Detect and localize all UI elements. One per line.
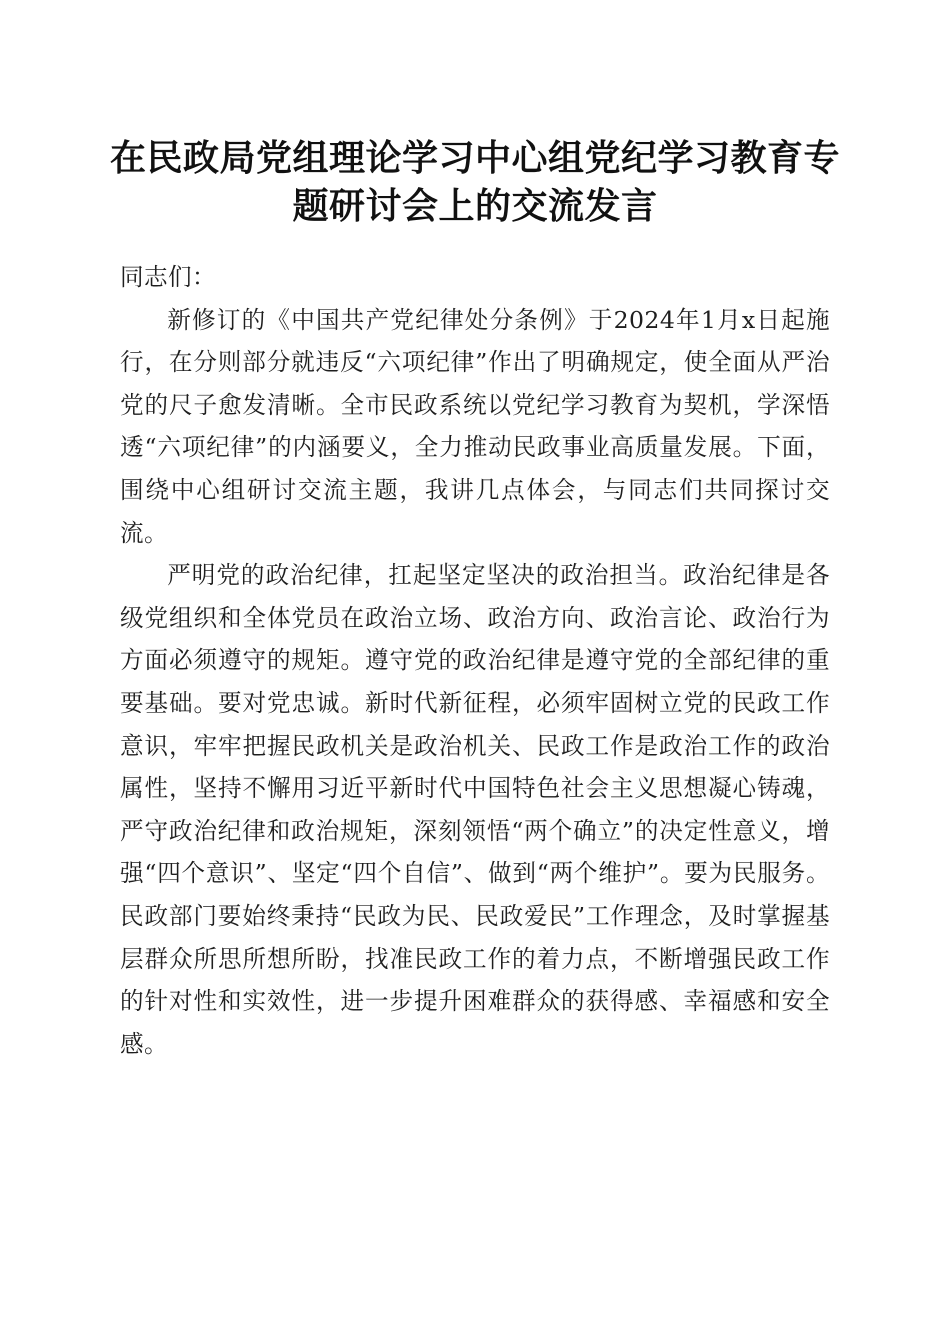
document-body: [120, 256, 830, 1065]
paragraph-political-discipline: 严明党的政治纪律，扛起坚定坚决的政治担当。政治纪律是各级党组织和全体党员在政治立场、政治方向、政治言论、政治行为方面必须遵守的规矩。遵守党的政治纪律是遵守党的全部纪律的重要基础。要对党忠诚。新时代新征程，必须牢固树立党的民政工作意识，牢牢把握民政机关是政治机关、民政工作是政治工作的政治属性，坚持不懈用习近平新时代中国特色社会主义思想凝心铸魂，严守政治纪律和政治规矩，深刻领悟“两个确立”的决定性意义，增强“四个意识”、坚定“四个自信”、做到“两个维护”。要为民服务。民政部门要始终秉持“民政为民、民政爱民”工作理念，及时掌握基层群众所思所想所盼，找准民政工作的着力点，不断增强民政工作的针对性和实效性，进一步提升困难群众的获得感、幸福感和安全感。: [120, 561, 830, 1058]
document-title: 在民政局党组理论学习中心组党纪学习教育专题研讨会上的交流发言: [109, 137, 840, 227]
paragraph-intro: 新修订的《中国共产党纪律处分条例》于2024年1月x日起施行，在分则部分就违反“六项纪律”作出了明确规定，使全面从严治党的尺子愈发清晰。全市民政系统以党纪学习教育为契机，学深悟透“六项纪律”的内涵要义，全力推动民政事业高质量发展。下面，围绕中心组研讨交流主题，我讲几点体会，与同志们共同探讨交流。: [120, 305, 830, 547]
salutation: 同志们：: [120, 263, 216, 291]
